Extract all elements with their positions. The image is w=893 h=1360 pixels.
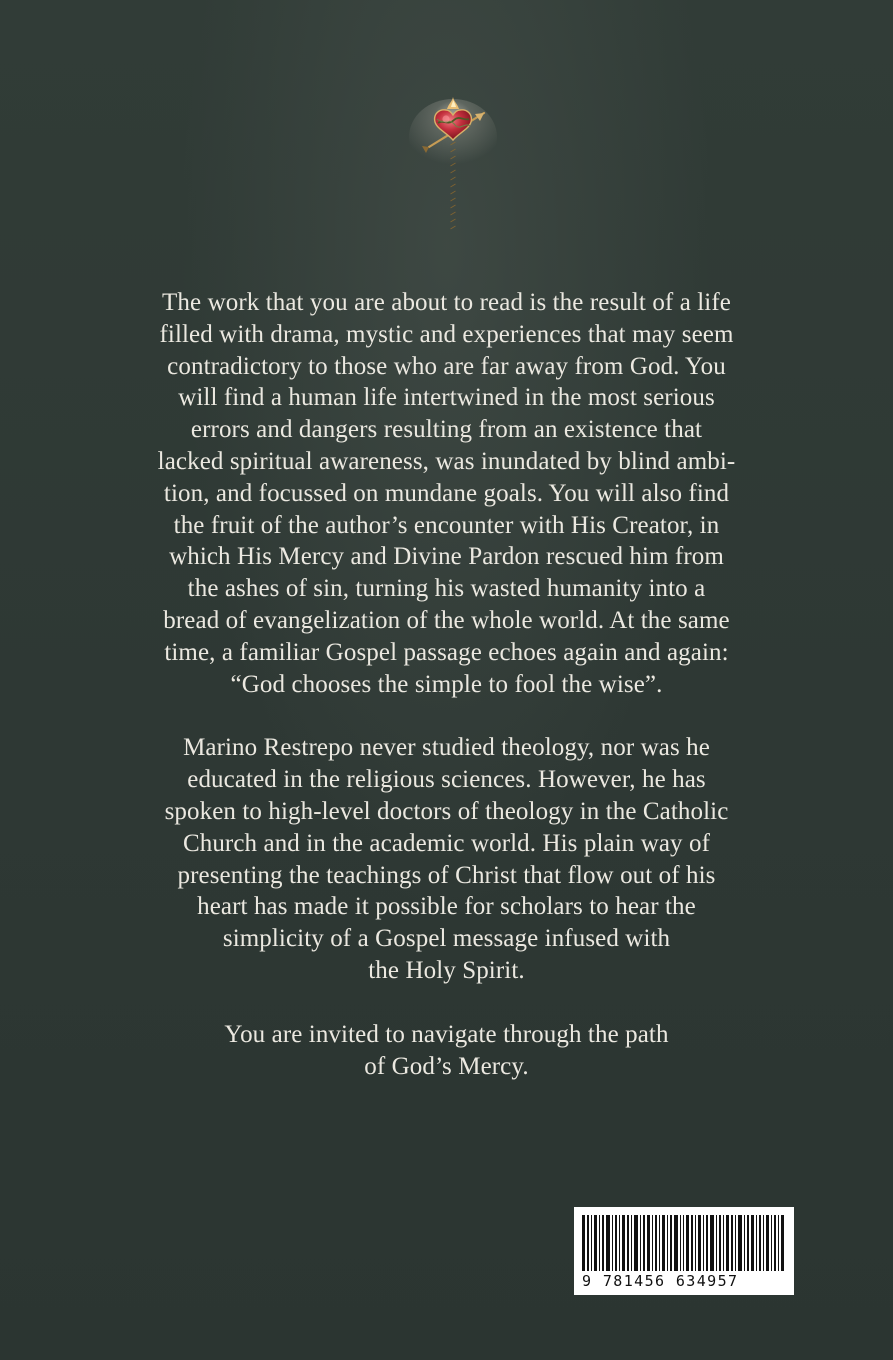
paragraph-2 <box>90 732 803 986</box>
paragraph-line: The work that you are about to read is the result of a life <box>162 289 731 316</box>
isbn-number: 9 781456 634957 <box>582 1272 739 1290</box>
isbn-barcode <box>574 1207 794 1295</box>
paragraph-line: Marino Restrepo never studied theology, nor was he <box>183 734 710 762</box>
paragraph-line: bread of evangelization of the whole world. At the same <box>163 606 730 634</box>
paragraph-line: lacked spiritual awareness, was inundated by blind ambi- <box>157 447 736 475</box>
paragraph-line: of God’s Mercy. <box>364 1052 529 1080</box>
paragraph-line: which His Mercy and Divine Pardon rescued him from <box>169 543 724 571</box>
paragraph-line: the fruit of the author’s encounter with His Creator, in <box>173 511 720 539</box>
paragraph-line: “God chooses the simple to fool the wise”. <box>230 670 663 698</box>
paragraph-line: presenting the teachings of Christ that flow out of his <box>177 861 716 889</box>
sacred-heart-cross-graphic <box>398 95 508 245</box>
back-cover-description <box>90 287 803 1082</box>
paragraph-3 <box>90 1019 803 1083</box>
paragraph-line: contradictory to those who are far away from God. You <box>167 352 726 380</box>
paragraph-line: heart has made it possible for scholars to hear the <box>197 893 696 921</box>
paragraph-1 <box>90 287 803 700</box>
paragraph-line: filled with drama, mystic and experiences that may seem <box>159 320 734 348</box>
sacred-heart-cross-icon <box>398 95 508 245</box>
paragraph-line: time, a familiar Gospel passage echoes again and again: <box>164 638 729 666</box>
paragraph-line: will find a human life intertwined in the most serious <box>178 384 715 412</box>
paragraph-line: errors and dangers resulting from an existence that <box>190 416 703 444</box>
paragraph-line: Church and in the academic world. His plain way of <box>182 829 711 857</box>
paragraph-line: simplicity of a Gospel message infused with <box>222 925 671 953</box>
paragraph-line: spoken to high-level doctors of theology in the Catholic <box>164 797 729 825</box>
barcode-bars <box>582 1215 786 1271</box>
paragraph-line: educated in the religious sciences. However, he has <box>187 766 706 794</box>
paragraph-line: tion, and focussed on mundane goals. You will also find <box>163 479 730 507</box>
paragraph-line: You are invited to navigate through the path <box>224 1020 669 1048</box>
paragraph-line: the Holy Spirit. <box>368 956 525 984</box>
paragraph-line: the ashes of sin, turning his wasted humanity into a <box>187 575 706 603</box>
